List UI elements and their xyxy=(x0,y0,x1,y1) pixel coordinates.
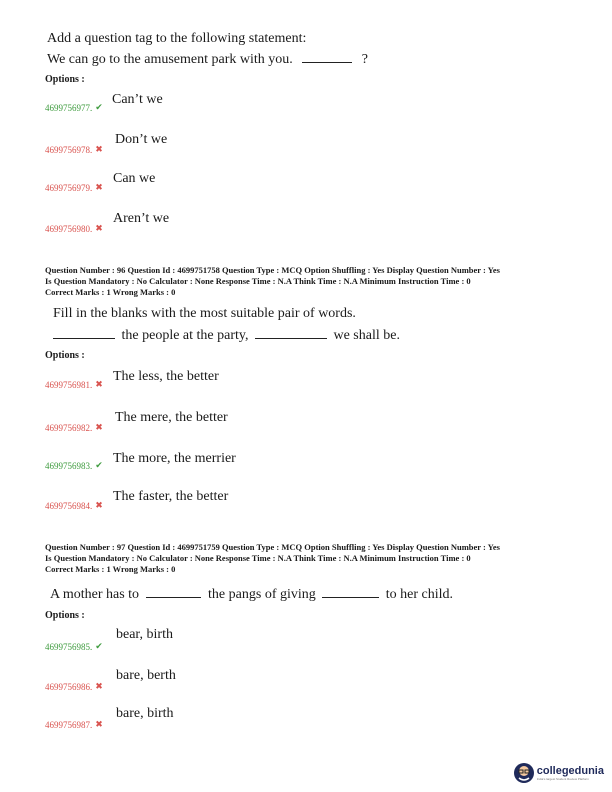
check-icon: ✔ xyxy=(95,460,103,470)
option-text: bare, birth xyxy=(116,706,174,721)
option-id: 4699756979. ✖ xyxy=(45,182,103,193)
q97-meta-line2: Is Question Mandatory : No Calculator : None Response Time : N.A Think Time : N.A Minimum Instruction Time : 0 xyxy=(45,553,471,563)
q96-blank-2 xyxy=(255,326,327,339)
logo-name: collegedunia xyxy=(536,765,604,777)
option-id: 4699756981. ✖ xyxy=(45,379,103,390)
q95-options-label: Options : xyxy=(45,74,85,85)
option-id: 4699756978. ✖ xyxy=(45,144,103,155)
check-icon: ✔ xyxy=(95,102,103,112)
option-id: 4699756980. ✖ xyxy=(45,223,103,234)
q95-stem-end: ? xyxy=(361,52,368,67)
option-id: 4699756985. ✔ xyxy=(45,641,103,652)
q97-stem-part3: to her child. xyxy=(385,587,454,602)
option-id: 4699756987. ✖ xyxy=(45,719,103,730)
q96-stem-part2: we shall be. xyxy=(333,328,400,343)
option-id: 4699756983. ✔ xyxy=(45,460,103,471)
option-text: Can’t we xyxy=(112,92,163,107)
option-text: bear, birth xyxy=(116,627,173,642)
q96-stem-line2 xyxy=(53,326,400,344)
q96-blank-1 xyxy=(53,326,115,339)
q95-stem-text: We can go to the amusement park with you. xyxy=(47,52,293,67)
option-text: bare, berth xyxy=(116,668,176,683)
collegedunia-logo xyxy=(513,762,604,784)
logo-icon xyxy=(513,762,535,784)
q96-stem-line1: Fill in the blanks with the most suitable pair of words. xyxy=(53,306,356,321)
cross-icon: ✖ xyxy=(95,422,103,432)
q96-meta-line2: Is Question Mandatory : No Calculator : None Response Time : N.A Think Time : N.A Minimum Instruction Time : 0 xyxy=(45,276,471,286)
q97-stem-part1: A mother has to xyxy=(50,587,140,602)
cross-icon: ✖ xyxy=(95,223,103,233)
q97-blank-2 xyxy=(322,585,379,598)
q97-meta-line1: Question Number : 97 Question Id : 4699751759 Question Type : MCQ Option Shuffling : Yes Display Question Number : Yes xyxy=(45,542,500,552)
logo-tagline: India's largest Student Review Platform xyxy=(536,777,590,781)
cross-icon: ✖ xyxy=(95,719,103,729)
option-text: The faster, the better xyxy=(113,489,229,504)
option-id: 4699756982. ✖ xyxy=(45,422,103,433)
q95-stem-line1: Add a question tag to the following statement: xyxy=(47,31,307,46)
option-text: The mere, the better xyxy=(115,410,228,425)
q96-options-label: Options : xyxy=(45,350,85,361)
cross-icon: ✖ xyxy=(95,500,103,510)
q96-stem-part1: the people at the party, xyxy=(121,328,249,343)
option-text: Can we xyxy=(113,171,156,186)
option-id: 4699756984. ✖ xyxy=(45,500,103,511)
q96-meta-line1: Question Number : 96 Question Id : 4699751758 Question Type : MCQ Option Shuffling : Yes Display Question Number : Yes xyxy=(45,265,500,275)
option-text: Aren’t we xyxy=(113,211,170,226)
q97-stem-line1 xyxy=(50,585,453,603)
q96-meta xyxy=(45,265,500,298)
q97-meta-line3: Correct Marks : 1 Wrong Marks : 0 xyxy=(45,564,176,574)
option-text: The less, the better xyxy=(113,369,219,384)
option-text: Don’t we xyxy=(115,132,168,147)
q95-answer-blank xyxy=(302,50,352,63)
option-id: 4699756977. ✔ xyxy=(45,102,103,113)
cross-icon: ✖ xyxy=(95,681,103,691)
q97-blank-1 xyxy=(146,585,201,598)
q97-stem-part2: the pangs of giving xyxy=(208,587,316,602)
q96-meta-line3: Correct Marks : 1 Wrong Marks : 0 xyxy=(45,287,176,297)
q97-options-label: Options : xyxy=(45,610,85,621)
q95-stem-line2 xyxy=(47,50,368,68)
cross-icon: ✖ xyxy=(95,379,103,389)
q97-meta xyxy=(45,542,500,575)
cross-icon: ✖ xyxy=(95,182,103,192)
cross-icon: ✖ xyxy=(95,144,103,154)
option-id: 4699756986. ✖ xyxy=(45,681,103,692)
option-text: The more, the merrier xyxy=(113,451,236,466)
check-icon: ✔ xyxy=(95,641,103,651)
